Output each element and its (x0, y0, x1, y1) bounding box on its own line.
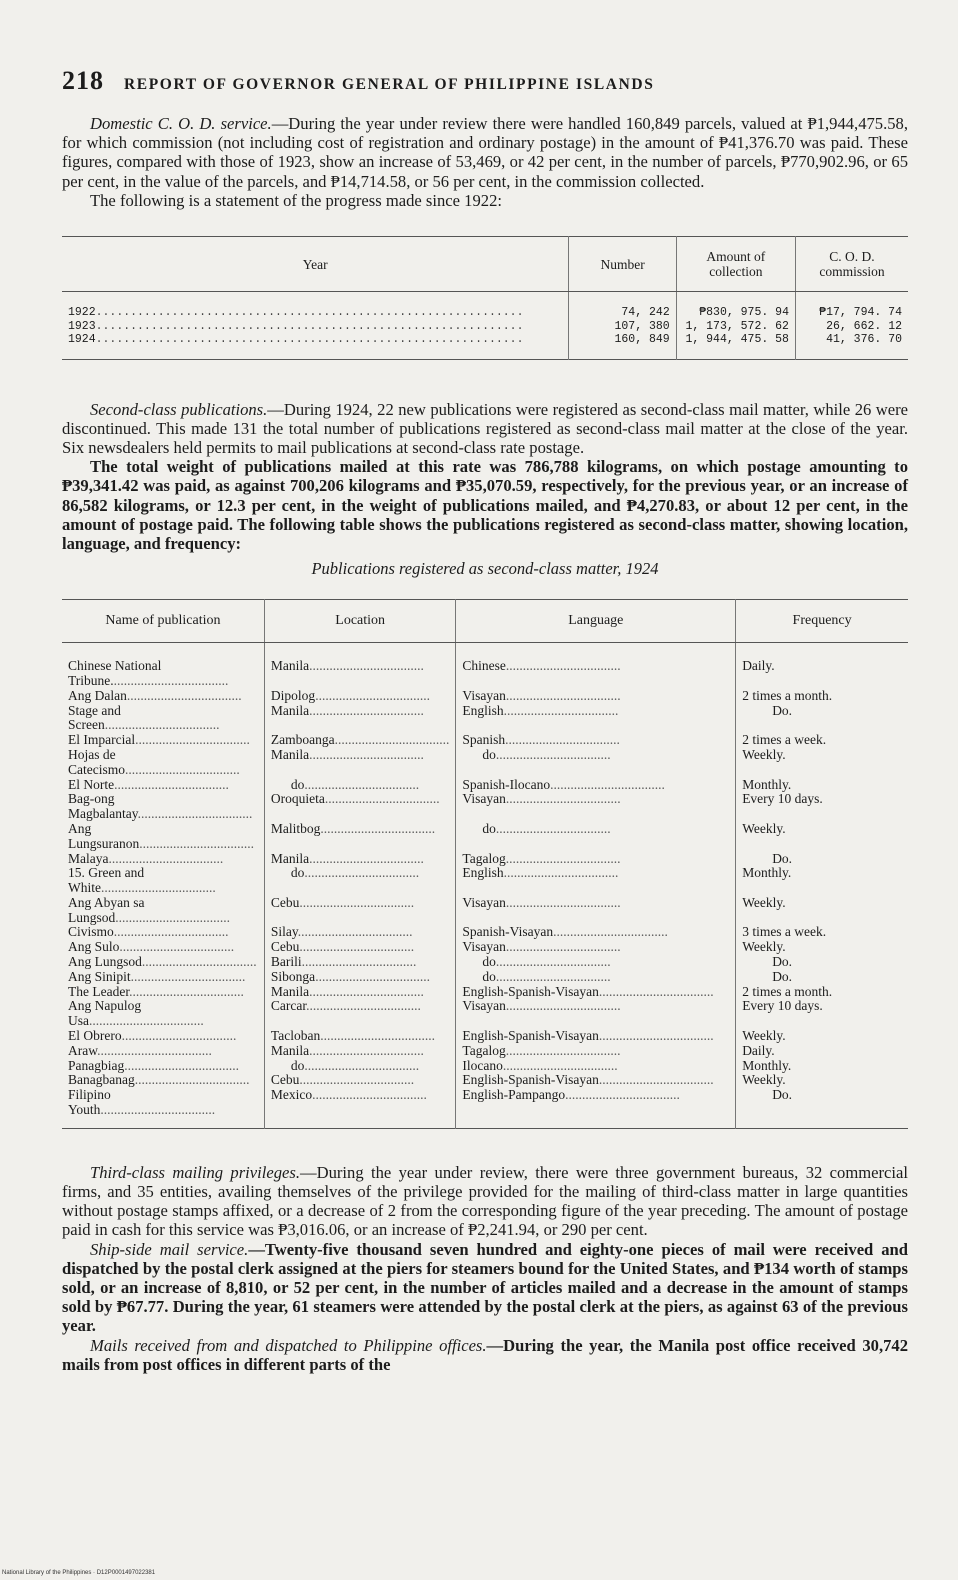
year-cell: 1922 (68, 306, 96, 320)
name-cell: Araw (68, 1043, 98, 1058)
name-cell: Filipino Youth (68, 1088, 111, 1118)
language-cell: Ilocano (462, 1058, 503, 1073)
language-cell: Tagalog (462, 851, 506, 866)
mails-lead: Mails received from and dispatched to Philippine offices. (90, 1335, 487, 1355)
language-cell: Visayan (462, 895, 506, 910)
col-header-year: Year (62, 237, 569, 292)
name-cell: Hojas de Catecismo (68, 747, 125, 777)
table-row: Ang Sinipit.................................. Sibonga.................................. do.................................. Do. (62, 970, 908, 985)
col-header-number: Number (569, 237, 676, 292)
publications-table-header-row (62, 600, 908, 643)
table-row: Ang Dalan.................................. Dipolog.................................. Visayan.................................. 2 times a month. (62, 689, 908, 704)
scan-source-label: National Library of the Philippines · D12P0001497022381 (2, 1570, 156, 1576)
table-row: El Imparcial.................................. Zamboanga.................................. Spanish.................................. 2 times a week. (62, 733, 908, 748)
col-header-name: Name of publication (62, 600, 264, 643)
location-cell: Cebu (270, 1073, 300, 1088)
year-cell: 1924 (68, 333, 96, 347)
location-cell: Zamboanga (270, 733, 335, 748)
cod-lead: Domestic C. O. D. service. (90, 114, 272, 133)
second-class-lead: Second-class publications. (90, 399, 268, 419)
amount-cell: 1, 173, 572. 62 (676, 320, 795, 334)
table-row: Ang Napulog Usa.................................. Carcar.................................. Visayan.................................. Every 10 days. (62, 999, 908, 1029)
table-row: Bag-ong Magbalantay.................................. Oroquieta.................................. Visayan.................................. Every 10 days. (62, 792, 908, 822)
language-cell: do (482, 747, 496, 762)
language-cell: Tagalog (462, 1043, 506, 1058)
location-cell: Barili (270, 955, 302, 970)
table-row: Araw.................................. Manila.................................. Tagalog.................................. Daily. (62, 1044, 908, 1059)
col-header-language: Language (456, 600, 736, 643)
location-cell: do (290, 866, 305, 881)
table-row: El Norte.................................. do.................................. Spanish-Ilocano.................................. Monthly. (62, 778, 908, 793)
table-row: Malaya.................................. Manila.................................. Tagalog.................................. Do. (62, 852, 908, 867)
amount-cell: 1, 944, 475. 58 (676, 333, 795, 359)
name-cell: Ang Lungsuranon (68, 821, 140, 851)
publications-table-caption: Publications registered as second-class matter, 1924 (311, 559, 659, 579)
language-cell: Spanish-Visayan (462, 925, 554, 940)
location-cell: Manila (270, 851, 310, 866)
location-cell: Oroquieta (270, 792, 325, 807)
cod-text: —During the year under review there were handled 160,849 parcels, valued at ₱1,944,475.58, for which commission (not including cost of registration and ordinary postage) in the amount of ₱41,376.70 was paid. These figures, compared with those of 1923, show an increase of 53,469, or 42 per cent, in the number of parcels, ₱770,902.96, or 65 per cent, in the value of the parcels, and ₱14,714.58, or 56 per cent, in the commission collected. (62, 114, 908, 191)
second-class-paragraph (62, 400, 908, 458)
name-cell: Civismo (68, 925, 114, 940)
language-cell: English-Spanish-Visayan (462, 1029, 599, 1044)
location-cell: Carcar (270, 999, 307, 1014)
ship-side-lead: Ship-side mail service. (90, 1239, 249, 1259)
name-cell: Ang Sinipit (68, 969, 131, 984)
frequency-cell: 2 times a month. (742, 688, 833, 703)
cod-paragraph (62, 114, 908, 191)
location-cell: Mexico (270, 1088, 313, 1103)
table-row: The Leader.................................. Manila.................................. English-Spanish-Visayan.................................. 2 times a month. (62, 985, 908, 1000)
location-cell: do (290, 777, 305, 792)
frequency-cell: Monthly. (742, 777, 792, 792)
name-cell: Ang Napulog Usa (68, 999, 142, 1029)
table-row: 1923.............................................................. 107, 380 1, 173, 572. 62 26, 662. 12 (62, 320, 908, 334)
document-page (62, 66, 908, 1374)
name-cell: Ang Lungsod (68, 955, 142, 970)
location-cell: Manila (270, 747, 310, 762)
third-class-text: —During the year under review, there were three government bureaus, 32 commercial firms, and 35 entities, availing themselves of the privilege provided for the mailing of third-class matter in large quantities without postage stamps affixed, or a decrease of 2 from the corresponding figure of the year preceding. The amount of postage paid in cash for this service was ₱3,016.06, or an increase of ₱2,241.94, or 290 per cent. (62, 1162, 908, 1240)
name-cell: Malaya (68, 851, 109, 866)
frequency-cell: Weekly. (742, 1029, 786, 1044)
language-cell: Spanish-Ilocano (462, 777, 551, 792)
name-cell: 15. Green and White (68, 866, 145, 896)
location-cell: Silay (270, 925, 298, 940)
name-cell: El Imparcial (68, 733, 136, 748)
language-cell: Visayan (462, 999, 506, 1014)
second-class-text: —During 1924, 22 new publications were registered as second-class mail matter, while 26 were discontinued. This made 131 the total number of publications registered as second-class mail matter at the close of the year. Six newsdealers held permits to mail publications at second-class rate postage. (62, 399, 908, 457)
name-cell: El Obrero (68, 1029, 122, 1044)
location-cell: do (290, 1058, 305, 1073)
language-cell: Chinese (462, 658, 506, 674)
name-cell: Ang Abyan sa Lungsod (68, 895, 145, 925)
language-cell: Visayan (462, 940, 506, 955)
location-cell: Cebu (270, 940, 300, 955)
frequency-cell: Do. (772, 851, 793, 866)
frequency-cell: Monthly. (742, 866, 792, 881)
language-cell: Visayan (462, 688, 506, 703)
frequency-cell: Daily. (742, 658, 775, 674)
third-class-paragraph (62, 1163, 908, 1240)
number-cell: 160, 849 (569, 333, 676, 359)
frequency-cell: Every 10 days. (742, 999, 823, 1014)
location-cell: Manila (270, 703, 310, 718)
table-row: Hojas de Catecismo.................................. Manila.................................. do.................................. Weekly. (62, 748, 908, 778)
frequency-cell: Do. (772, 955, 793, 970)
amount-cell: ₱830, 975. 94 (676, 292, 795, 320)
table-row: 1922.............................................................. 74, 242 ₱830, 975. 94 ₱17, 794. 74 (62, 292, 908, 320)
mails-paragraph (62, 1336, 908, 1374)
col-header-frequency: Frequency (736, 600, 908, 643)
frequency-cell: Weekly. (742, 1073, 786, 1088)
frequency-cell: 3 times a week. (742, 925, 827, 940)
table-row: Banagbanag.................................. Cebu.................................. English-Spanish-Visayan.................................. Weekly. (62, 1073, 908, 1088)
frequency-cell: Weekly. (742, 821, 786, 836)
frequency-cell: Do. (772, 703, 793, 718)
page-header (62, 66, 908, 96)
frequency-cell: Do. (772, 969, 793, 984)
name-cell: The Leader (68, 984, 130, 999)
cod-intro: The following is a statement of the progress made since 1922: (90, 190, 502, 210)
table-row: Ang Lungsod.................................. Barili.................................. do.................................. Do. (62, 955, 908, 970)
table-row: Civismo.................................. Silay.................................. Spanish-Visayan.................................. 3 times a week. (62, 925, 908, 940)
second-class-weight-paragraph: The total weight of publications mailed at this rate was 786,788 kilograms, on which postage amounting to ₱39,341.42 was paid, as against 700,206 kilograms and ₱35,070.59, respectively, for the previous year, or an increase of 86,582 kilograms, or 12.3 per cent, in the weight of publications mailed, and ₱4,270.83, or about 12 per cent, in the amount of postage paid. The following table shows the publications registered as second-class matter, showing location, language, and frequency: (62, 457, 908, 553)
location-cell: Cebu (270, 895, 300, 910)
col-header-amount: Amount of collection (676, 237, 795, 292)
cod-progress-table (62, 236, 908, 360)
commission-cell: 41, 376. 70 (795, 333, 908, 359)
name-cell: Bag-ong Magbalantay (68, 792, 138, 822)
third-class-lead: Third-class mailing privileges. (90, 1162, 301, 1182)
language-cell: English-Spanish-Visayan (462, 984, 599, 999)
cod-table-header-row (62, 237, 908, 292)
location-cell: Dipolog (270, 688, 316, 703)
frequency-cell: 2 times a week. (742, 733, 827, 748)
location-cell: Sibonga (270, 969, 316, 984)
language-cell: English (462, 703, 504, 718)
ship-side-text: —Twenty-five thousand seven hundred and eighty-one pieces of mail were received and dispatched by the postal clerk assigned at the piers for steamers bound for the United States, and ₱134 worth of stamps sold, or an increase of 8,810, or 52 per cent, in the number of articles mailed and a decrease in the amount of stamps sold by ₱67.77. During the year, 61 steamers were attended by the postal clerk at the piers, as against 63 of the previous year. (62, 1239, 908, 1336)
name-cell: Ang Dalan (68, 688, 127, 703)
table-row: Stage and Screen.................................. Manila.................................. English.................................. Do. (62, 704, 908, 734)
col-header-location: Location (264, 600, 455, 643)
commission-cell: 26, 662. 12 (795, 320, 908, 334)
frequency-cell: Weekly. (742, 747, 786, 762)
number-cell: 107, 380 (569, 320, 676, 334)
table-row: Ang Abyan sa Lungsod.................................. Cebu.................................. Visayan.................................. Weekly. (62, 896, 908, 926)
table-row: Ang Lungsuranon.................................. Malitbog.................................. do.................................. Weekly. (62, 822, 908, 852)
frequency-cell: Weekly. (742, 940, 786, 955)
col-header-commission: C. O. D. commission (795, 237, 908, 292)
language-cell: do (482, 969, 496, 984)
publications-table-body (62, 643, 908, 1129)
location-cell: Malitbog (270, 821, 321, 836)
location-cell: Manila (270, 984, 310, 999)
running-title: REPORT OF GOVERNOR GENERAL OF PHILIPPINE ISLANDS (124, 76, 655, 93)
frequency-cell: Monthly. (742, 1058, 792, 1073)
frequency-cell: Every 10 days. (742, 792, 823, 807)
table-row: Filipino Youth.................................. Mexico.................................. English-Pampango.................................. Do. (62, 1088, 908, 1128)
location-cell: Manila (270, 1043, 310, 1058)
name-cell: El Norte (68, 777, 115, 792)
language-cell: do (482, 821, 496, 836)
year-cell: 1923 (68, 319, 96, 333)
name-cell: Banagbanag (68, 1073, 135, 1088)
name-cell: Stage and Screen (68, 703, 121, 733)
table-row: 15. Green and White.................................. do.................................. English.................................. Monthly. (62, 866, 908, 896)
table-row: Panagbiag.................................. do.................................. Ilocano.................................. Monthly. (62, 1059, 908, 1074)
publications-table (62, 599, 908, 1129)
frequency-cell: Daily. (742, 1043, 775, 1058)
language-cell: English (462, 866, 504, 881)
table-row: Ang Sulo.................................. Cebu.................................. Visayan.................................. Weekly. (62, 940, 908, 955)
ship-side-paragraph (62, 1240, 908, 1336)
number-cell: 74, 242 (569, 292, 676, 320)
location-cell: Manila (270, 658, 310, 674)
name-cell: Panagbiag (68, 1058, 125, 1073)
table-row: El Obrero.................................. Tacloban.................................. English-Spanish-Visayan.................................. Weekly. (62, 1029, 908, 1044)
page-number: 218 (62, 66, 104, 95)
table-row: 1924.............................................................. 160, 849 1, 944, 475. 58 41, 376. 70 (62, 333, 908, 359)
name-cell: Ang Sulo (68, 940, 120, 955)
frequency-cell: Weekly. (742, 895, 786, 910)
commission-cell: ₱17, 794. 74 (795, 292, 908, 320)
language-cell: Spanish (462, 733, 506, 748)
language-cell: do (482, 955, 496, 970)
mails-text: —During the year, the Manila post office received 30,742 mails from post offices in different parts of the (62, 1335, 908, 1374)
language-cell: Visayan (462, 792, 506, 807)
language-cell: English-Spanish-Visayan (462, 1073, 599, 1088)
name-cell: Chinese National Tribune. (68, 658, 162, 688)
location-cell: Tacloban (270, 1029, 321, 1044)
table-row: Chinese National Tribune................................... Manila.................................. Chinese.................................. Daily. (62, 643, 908, 689)
frequency-cell: Do. (772, 1088, 793, 1103)
frequency-cell: 2 times a month. (742, 984, 833, 999)
language-cell: English-Pampango (462, 1088, 566, 1103)
